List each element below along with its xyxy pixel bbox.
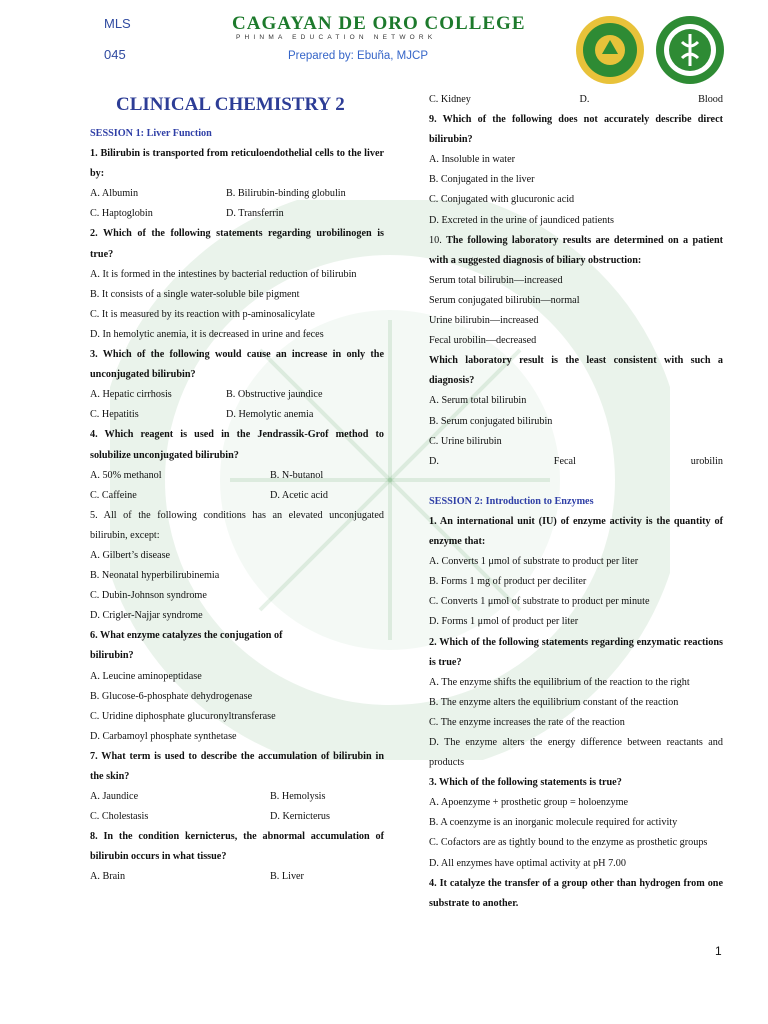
answer-option: D. Excreted in the urine of jaundiced patients (429, 214, 615, 226)
answer-option-row (90, 385, 384, 405)
answer-option: D. (429, 455, 439, 467)
page-title: CLINICAL CHEMISTRY 2 (116, 94, 345, 115)
question-text: 1. Bilirubin is transported from reticuloendothelial cells to the liver by: (90, 148, 384, 180)
answer-option: B. A coenzyme is an inorganic molecule required for activity (429, 817, 678, 829)
answer-option: A. It is formed in the intestines by bacterial reduction of bilirubin (90, 268, 357, 280)
answer-option: A. Leucine aminopeptidase (90, 670, 202, 682)
question-text: Which laboratory result is the least consistent with such a diagnosis? (429, 355, 723, 387)
answer-option: A. Apoenzyme + prosthetic group = holoenzyme (429, 797, 629, 809)
question-text: 2. Which of the following statements regarding urobilinogen is true? (90, 228, 384, 260)
question-text (429, 231, 723, 271)
answer-option: C. Caffeine (90, 489, 137, 501)
question-text: 2. Which of the following statements regarding enzymatic reactions is true? (429, 636, 723, 668)
answer-option: B. Hemolysis (270, 791, 326, 803)
answer-option-row (90, 486, 384, 506)
answer-option-row (429, 90, 723, 110)
answer-option: C. Haptoglobin (90, 208, 153, 220)
answer-option-row (90, 405, 384, 425)
answer-option: C. Urine bilirubin (429, 435, 502, 447)
answer-option: Serum conjugated bilirubin—normal (429, 294, 580, 306)
answer-option: A. Insoluble in water (429, 154, 516, 166)
answer-option: D. All enzymes have optimal activity at pH 7.00 (429, 857, 626, 869)
answer-option: D. Hemolytic anemia (226, 409, 314, 421)
session-1-heading: SESSION 1: Liver Function (90, 128, 212, 139)
answer-option: D. (579, 94, 590, 105)
answer-option: D. In hemolytic anemia, it is decreased in urine and feces (90, 328, 324, 340)
answer-option-row (90, 466, 384, 486)
question-body: The following laboratory results are determined on a patient with a suggested diagnosis of biliary obstruction: (429, 234, 724, 266)
course-code-label: MLS (104, 16, 131, 31)
answer-option: B. Bilirubin-binding globulin (226, 188, 346, 200)
answer-option: A. The enzyme shifts the equilibrium of the reaction to the right (429, 676, 690, 688)
answer-option: B. N-butanol (270, 469, 324, 481)
answer-option: C. It is measured by its reaction with p-aminosalicylate (90, 308, 315, 320)
answer-option: Urine bilirubin—increased (429, 315, 539, 327)
answer-option-row (429, 452, 723, 472)
question-text: 4. It catalyze the transfer of a group other than hydrogen from one substrate to another. (429, 877, 723, 909)
answer-option: Serum total bilirubin—increased (429, 274, 563, 286)
answer-option: A. Brain (90, 871, 126, 883)
answer-option: A. Gilbert’s disease (90, 549, 171, 561)
answer-option-row (90, 204, 384, 224)
answer-option: C. Dubin-Johnson syndrome (90, 590, 207, 602)
answer-option: B. Glucose-6-phosphate dehydrogenase (90, 690, 253, 702)
answer-option: D. Forms 1 μmol of product per liter (429, 616, 579, 628)
answer-option: B. Obstructive jaundice (226, 389, 323, 401)
answer-option-row (90, 787, 384, 807)
answer-option: Blood (698, 94, 723, 105)
answer-option: A. Albumin (90, 188, 139, 200)
answer-option: 5. All of the following conditions has an elevated unconjugated bilirubin, except: (90, 509, 384, 541)
answer-option: B. Conjugated in the liver (429, 174, 535, 186)
course-number-label: 045 (104, 47, 126, 62)
question-text: 6. What enzyme catalyzes the conjugation of (90, 630, 283, 642)
answer-option-row (90, 867, 384, 887)
answer-option: D. Transferrin (226, 208, 284, 220)
answer-option: A. 50% methanol (90, 469, 162, 481)
answer-option: A. Jaundice (90, 791, 139, 803)
answer-option: Fecal urobilin—decreased (429, 335, 537, 347)
answer-option: A. Converts 1 μmol of substrate to product per liter (429, 556, 639, 568)
answer-option: C. Hepatitis (90, 409, 139, 421)
question-text: 1. An international unit (IU) of enzyme activity is the quantity of enzyme that: (429, 515, 723, 548)
answer-option: A. Serum total bilirubin (429, 395, 527, 407)
prepared-by-label: Prepared by: Ebuña, MJCP (288, 50, 428, 62)
answer-option: C. Cofactors are as tightly bound to the enzyme as prosthetic groups (429, 837, 708, 849)
question-text: 3. Which of the following would cause an increase in only the unconjugated bilirubin? (90, 349, 384, 381)
answer-option: Fecal (553, 455, 576, 467)
answer-option: A. Hepatic cirrhosis (90, 389, 172, 401)
answer-option: D. Kernicterus (270, 811, 330, 823)
answer-option: B. It consists of a single water-soluble bile pigment (90, 288, 300, 300)
page-number: 1 (715, 944, 722, 958)
left-column (90, 92, 384, 888)
answer-option: C. The enzyme increases the rate of the reaction (429, 716, 625, 728)
college-seal-icon (574, 14, 646, 86)
question-text: 7. What term is used to describe the accumulation of bilirubin in the skin? (90, 750, 384, 782)
answer-option: C. Conjugated with glucuronic acid (429, 194, 575, 206)
answer-option: B. Neonatal hyperbilirubinemia (90, 570, 220, 582)
spacer (429, 472, 723, 492)
answer-option: D. Crigler-Najjar syndrome (90, 610, 203, 622)
question-text: 3. Which of the following statements is true? (429, 777, 622, 789)
answer-option: C. Kidney (429, 94, 471, 105)
answer-option: C. Uridine diphosphate glucuronyltransferase (90, 710, 276, 722)
answer-option: urobilin (690, 455, 723, 467)
question-text: 4. Which reagent is used in the Jendrassik-Grof method to solubilize unconjugated bilirubin? (90, 429, 384, 461)
college-name-logo: CAGAYAN DE ORO COLLEGE (232, 13, 526, 34)
question-text: 8. In the condition kernicterus, the abnormal accumulation of bilirubin occurs in what tissue? (90, 831, 384, 863)
answer-option: B. Forms 1 mg of product per deciliter (429, 576, 587, 588)
session-2-heading: SESSION 2: Introduction to Enzymes (429, 495, 594, 507)
answer-option: B. Liver (270, 871, 304, 883)
answer-option: D. The enzyme alters the energy difference between reactants and products (429, 737, 723, 769)
question-text: 9. Which of the following does not accurately describe direct bilirubin? (429, 114, 723, 146)
answer-option: B. The enzyme alters the equilibrium constant of the reaction (429, 696, 679, 708)
question-text: bilirubin? (90, 650, 134, 662)
answer-option: C. Converts 1 μmol of substrate to product per minute (429, 596, 650, 608)
answer-option: B. Serum conjugated bilirubin (429, 415, 553, 427)
answer-option: D. Acetic acid (270, 489, 328, 501)
college-network-label: PHINMA EDUCATION NETWORK (236, 34, 437, 41)
department-seal-icon (654, 14, 726, 86)
question-number: 10. (429, 234, 442, 246)
answer-option-row (90, 807, 384, 827)
answer-option: D. Carbamoyl phosphate synthetase (90, 730, 237, 742)
answer-option: C. Cholestasis (90, 811, 149, 823)
answer-option-row (90, 184, 384, 204)
right-column (429, 90, 723, 914)
